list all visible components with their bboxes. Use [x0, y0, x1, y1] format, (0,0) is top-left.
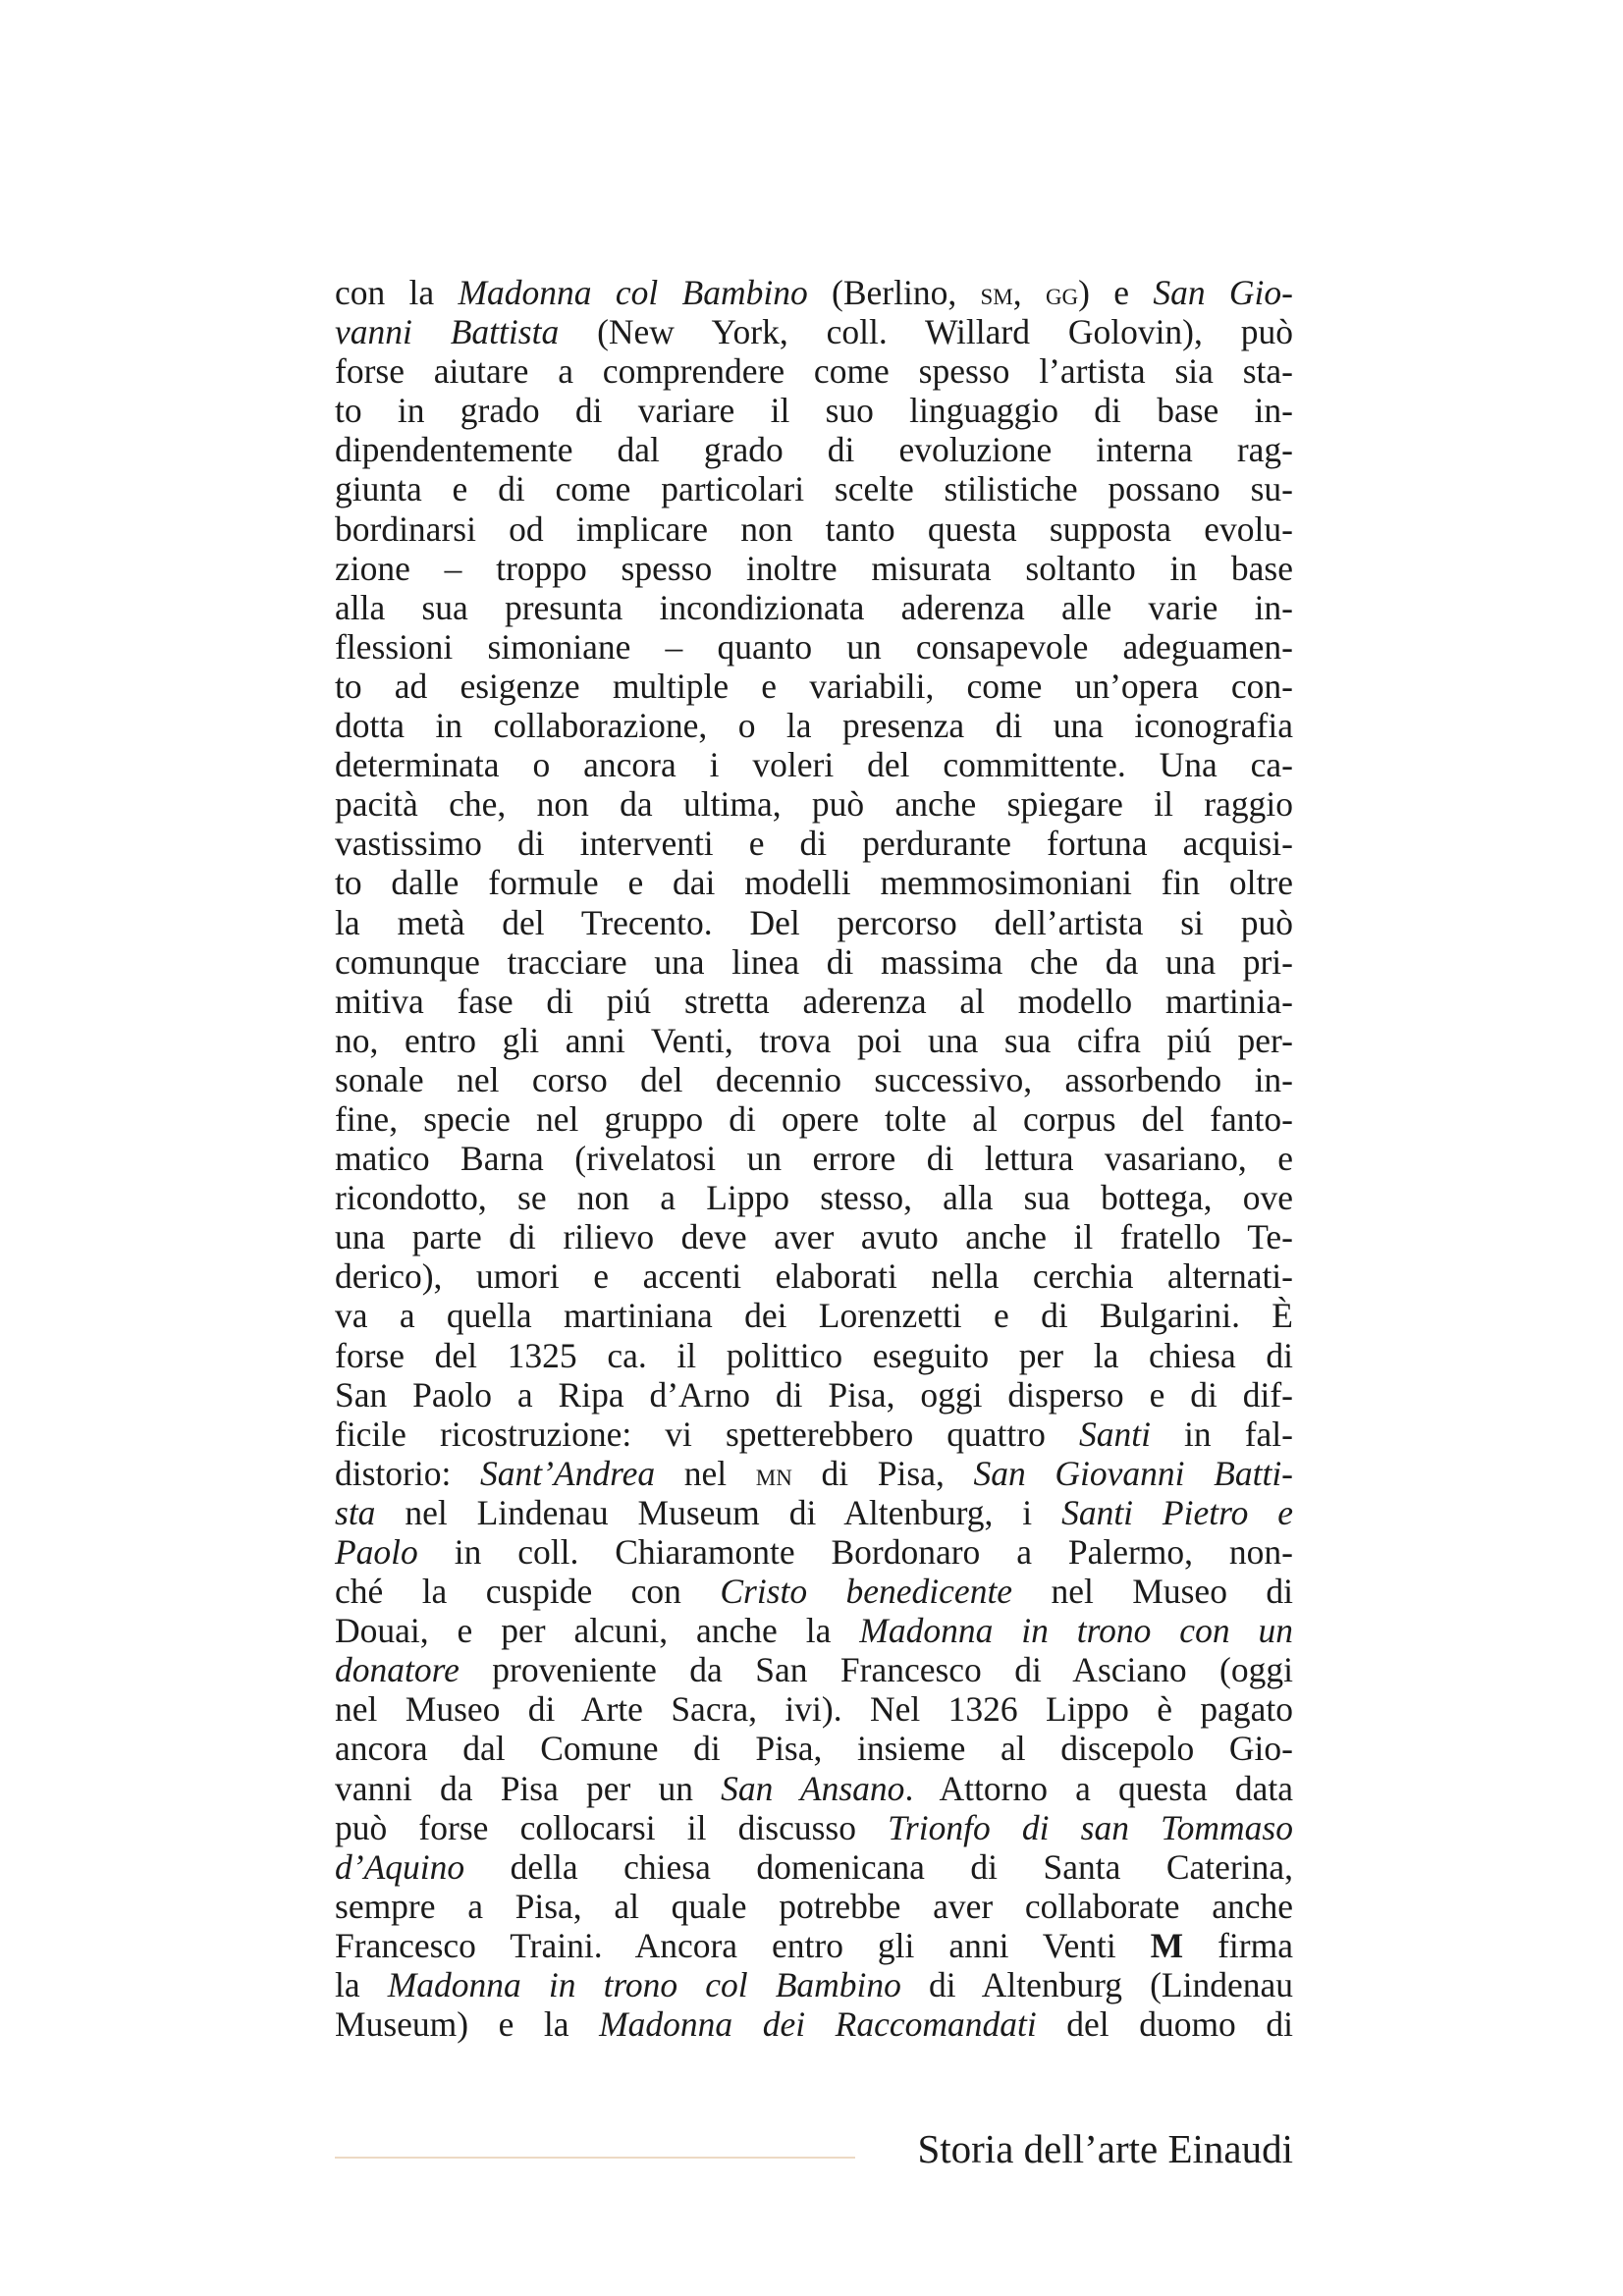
text-line [335, 942, 1293, 982]
text-run: (Berlino, [807, 273, 981, 312]
text-run: Cristo benedicente [720, 1572, 1013, 1612]
text-line [335, 1336, 1293, 1375]
text-line [335, 273, 1293, 312]
text-run: derico), umori e accenti elaborati nella cerchia alternati- [335, 1256, 1293, 1297]
text-run: Trionfo di san Tommaso [888, 1807, 1293, 1847]
text-run: (New York, coll. Willard Golovin), può [559, 312, 1293, 352]
text-run: Madonna in trono col Bambino [387, 1965, 901, 2005]
text-run: va a quella martiniana dei Lorenzetti e di Bulgarini. È [335, 1296, 1293, 1336]
text-run: comunque tracciare una linea di massima che da una pri- [335, 941, 1293, 982]
text-run: Douai, e per alcuni, anche la [335, 1611, 860, 1651]
text-run: la [335, 1965, 388, 2005]
text-line [335, 824, 1293, 863]
text-line [335, 1178, 1293, 1217]
text-line [335, 1493, 1293, 1532]
text-line [335, 1296, 1293, 1335]
text-run: sempre a Pisa, al quale potrebbe aver collaborate anche [335, 1886, 1293, 1926]
text-line [335, 1965, 1293, 2004]
text-line [335, 312, 1293, 351]
text-line [335, 1887, 1293, 1926]
text-run: di Altenburg (Lindenau [900, 1965, 1293, 2005]
text-run: del duomo di [1036, 2004, 1293, 2045]
text-run: ricondotto, se non a Lippo stesso, alla sua bottega, ove [335, 1178, 1293, 1218]
text-run: Francesco Traini. Ancora entro gli anni Venti [335, 1925, 1151, 1965]
text-run: vastissimo di interventi e di perdurante fortuna acquisi- [335, 824, 1293, 864]
text-line [335, 549, 1293, 588]
text-line [335, 430, 1293, 469]
text-run: San Gio- [1153, 273, 1293, 312]
text-line [335, 1926, 1293, 1965]
text-line [335, 784, 1293, 824]
text-run: alla sua presunta incondizionata aderenza alle varie in- [335, 587, 1293, 627]
text-run: nel Lindenau Museum di Altenburg, i [375, 1492, 1062, 1532]
footer-rule [335, 2157, 855, 2159]
text-line [335, 1021, 1293, 1060]
text-line [335, 667, 1293, 706]
body-text [335, 273, 1293, 2044]
text-line [335, 1650, 1293, 1689]
text-run: Madonna in trono con un [859, 1611, 1293, 1651]
text-run: bordinarsi od implicare non tanto questa supposta evolu- [335, 508, 1293, 549]
text-run: M [1150, 1925, 1184, 1965]
text-run: può forse collocarsi il discusso [335, 1807, 889, 1847]
text-run: to dalle formule e dai modelli memmosimoniani fin oltre [335, 863, 1293, 903]
text-line [335, 469, 1293, 508]
text-run: determinata o ancora i voleri del committente. Una ca- [335, 745, 1293, 785]
text-line [335, 1689, 1293, 1729]
text-run: . Attorno a questa data [904, 1768, 1293, 1808]
text-run: to ad esigenze multiple e variabili, come un’opera con- [335, 666, 1293, 706]
text-line [335, 1099, 1293, 1139]
text-run: nel [655, 1453, 756, 1493]
text-line [335, 1847, 1293, 1887]
text-run: matico Barna (rivelatosi un errore di lettura vasariano, e [335, 1139, 1293, 1179]
text-run: firma [1183, 1925, 1293, 1965]
footer-title: Storia dell’arte Einaudi [917, 2126, 1293, 2171]
text-line [335, 588, 1293, 627]
text-run: mn [755, 1457, 792, 1493]
text-line [335, 1139, 1293, 1178]
text-run: vanni da Pisa per un [335, 1768, 722, 1808]
text-run: mitiva fase di piú stretta aderenza al modello martinia- [335, 981, 1293, 1021]
text-run: to in grado di variare il suo linguaggio di base in- [335, 391, 1293, 431]
text-run: della chiesa domenicana di Santa Caterina, [464, 1846, 1293, 1887]
text-line [335, 1532, 1293, 1572]
text-run: di Pisa, [791, 1453, 974, 1493]
text-line [335, 1060, 1293, 1099]
text-run: Santi [1078, 1414, 1151, 1454]
text-line [335, 1808, 1293, 1847]
text-run: la metà del Trecento. Del percorso dell’artista si può [335, 902, 1293, 942]
text-run: sta [335, 1492, 376, 1532]
text-run: Museum) e la [335, 2004, 600, 2045]
text-line [335, 1769, 1293, 1808]
text-run: dotta in collaborazione, o la presenza di una iconografia [335, 706, 1293, 746]
text-run: donatore [335, 1650, 460, 1690]
text-run: con la [335, 273, 459, 312]
text-run: ) e [1078, 273, 1154, 312]
text-run: vanni Battista [335, 312, 560, 352]
text-run: dipendentemente dal grado di evoluzione interna rag- [335, 430, 1293, 470]
text-run: nel Museo di [1012, 1572, 1293, 1612]
text-run: pacità che, non da ultima, può anche spiegare il raggio [335, 784, 1293, 825]
text-line [335, 391, 1293, 430]
text-run: , [1012, 273, 1046, 312]
text-run: Paolo [335, 1532, 418, 1572]
text-line [335, 509, 1293, 549]
text-run: proveniente da San Francesco di Asciano (oggi [459, 1650, 1293, 1690]
text-run: ancora dal Comune di Pisa, insieme al discepolo Gio- [335, 1729, 1293, 1769]
text-run: nel Museo di Arte Sacra, ivi). Nel 1326 Lippo è pagato [335, 1689, 1293, 1730]
text-run: Madonna col Bambino [458, 273, 808, 312]
text-line [335, 1729, 1293, 1768]
text-run: forse aiutare a comprendere come spesso l’artista sia sta- [335, 351, 1293, 392]
text-run: Madonna dei Raccomandati [599, 2004, 1037, 2045]
text-line [335, 903, 1293, 942]
text-run: San Giovanni Batti- [973, 1453, 1294, 1493]
text-run: San Ansano [721, 1768, 905, 1808]
text-line [335, 1217, 1293, 1256]
text-line [335, 863, 1293, 902]
text-line [335, 1375, 1293, 1415]
text-line [335, 1572, 1293, 1611]
text-run: gg [1045, 277, 1079, 312]
text-line [335, 2004, 1293, 2044]
text-line [335, 1256, 1293, 1296]
text-line [335, 745, 1293, 784]
text-line [335, 351, 1293, 391]
text-line [335, 706, 1293, 745]
text-run: in coll. Chiaramonte Bordonaro a Palermo, non- [417, 1532, 1293, 1572]
text-run: flessioni simoniane – quanto un consapevole adeguamen- [335, 626, 1293, 667]
text-run: distorio: [335, 1453, 480, 1493]
text-run: San Paolo a Ripa d’Arno di Pisa, oggi disperso e di dif- [335, 1374, 1293, 1415]
text-run: Sant’Andrea [480, 1453, 656, 1493]
text-run: d’Aquino [335, 1846, 465, 1887]
text-run: ché la cuspide con [335, 1572, 721, 1612]
text-run: zione – troppo spesso inoltre misurata soltanto in base [335, 548, 1293, 588]
text-run: ficile ricostruzione: vi spetterebbero quattro [335, 1414, 1079, 1454]
text-line [335, 627, 1293, 667]
text-run: in fal- [1150, 1414, 1293, 1454]
text-run: Santi Pietro e [1061, 1492, 1293, 1532]
text-line [335, 1454, 1293, 1493]
text-line [335, 982, 1293, 1021]
text-run: sm [980, 277, 1013, 312]
text-run: fine, specie nel gruppo di opere tolte al corpus del fanto- [335, 1098, 1293, 1139]
text-run: una parte di rilievo deve aver avuto anche il fratello Te- [335, 1217, 1293, 1257]
text-line [335, 1415, 1293, 1454]
text-run: sonale nel corso del decennio successivo, assorbendo in- [335, 1059, 1293, 1099]
text-run: no, entro gli anni Venti, trova poi una sua cifra piú per- [335, 1020, 1293, 1060]
text-run: forse del 1325 ca. il polittico eseguito per la chiesa di [335, 1335, 1293, 1375]
text-line [335, 1611, 1293, 1650]
text-run: giunta e di come particolari scelte stilistiche possano su- [335, 469, 1293, 509]
